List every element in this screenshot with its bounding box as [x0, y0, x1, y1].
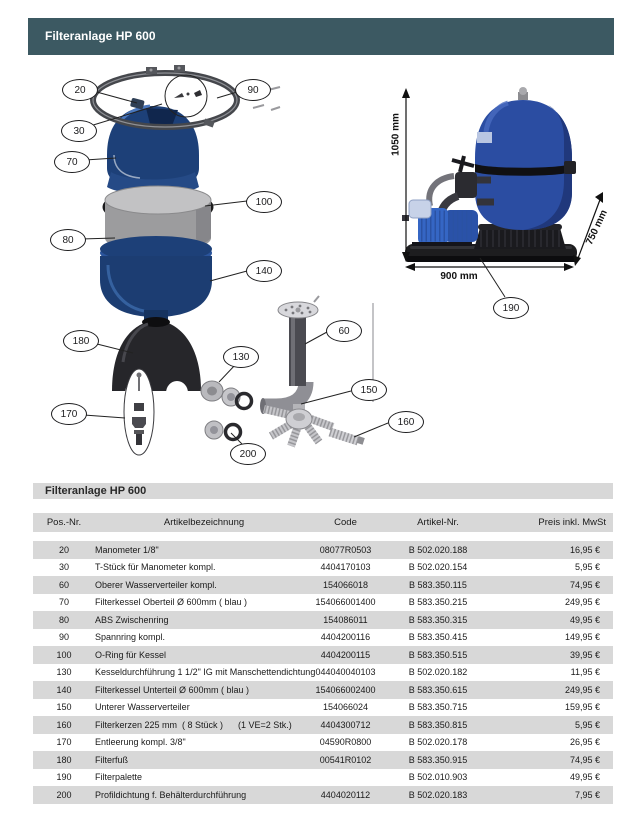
cell-pos: 140 — [56, 684, 72, 695]
cell-pos: 90 — [58, 632, 69, 643]
table-row — [33, 769, 613, 787]
cell-code: 154066024 — [322, 702, 369, 713]
column-header-pos: Pos.-Nr. — [46, 517, 82, 528]
cell-pos: 150 — [56, 702, 72, 713]
callout-190: 190 — [493, 297, 529, 319]
cell-price: 7,95 € — [574, 789, 600, 800]
cell-code: 154066002400 — [315, 684, 376, 695]
cell-pos: 20 — [58, 544, 69, 555]
callout-90: 90 — [235, 79, 271, 101]
table-row — [33, 629, 613, 647]
cell-name: Filterkessel Unterteil Ø 600mm ( blau ) — [95, 684, 250, 695]
cell-pos: 130 — [56, 667, 72, 678]
exploded-diagram-canvas — [28, 60, 615, 482]
cell-code: 4404300712 — [320, 719, 371, 730]
table-row — [33, 734, 613, 752]
column-header-code: Code — [334, 517, 357, 528]
cell-price: 11,95 € — [570, 667, 600, 678]
cell-price: 249,95 € — [564, 684, 600, 695]
cell-name: T-Stück für Manometer kompl. — [95, 562, 216, 573]
cell-code: 04590R0800 — [319, 737, 372, 748]
table-row — [33, 681, 613, 699]
cell-artikel: B 502.010.903 — [408, 772, 468, 783]
callout-140: 140 — [246, 260, 282, 282]
table-row — [33, 611, 613, 629]
cell-code: 154066018 — [322, 579, 369, 590]
cell-artikel: B 583.350.915 — [408, 754, 468, 765]
table-row — [33, 786, 613, 804]
cell-price: 149,95 € — [564, 632, 600, 643]
cell-pos: 180 — [56, 754, 72, 765]
cell-artikel: B 583.350.815 — [408, 719, 468, 730]
callout-20: 20 — [62, 79, 98, 101]
cell-name: Kesseldurchführung 1 1/2" IG mit Manschettendichtung — [95, 667, 316, 678]
filter-vessel-bottom-illustration — [100, 236, 212, 323]
parts-table-body — [33, 541, 613, 804]
cell-name: Filterfuß — [95, 754, 129, 765]
dimension-label-depth: 750 mm — [584, 208, 610, 247]
cell-name: Filterpalette — [95, 772, 143, 783]
callout-80: 80 — [50, 229, 86, 251]
cell-code: 044040040103 — [315, 667, 376, 678]
dimension-arrow-width — [405, 263, 574, 271]
cell-name: Spannring kompl. — [95, 632, 166, 643]
callout-150: 150 — [351, 379, 387, 401]
cell-price: 39,95 € — [569, 649, 600, 660]
callout-30: 30 — [61, 120, 97, 142]
cell-artikel: B 502.020.154 — [408, 562, 468, 573]
cell-code: 08077R0503 — [319, 544, 372, 555]
cell-price: 49,95 € — [569, 772, 600, 783]
cell-pos: 170 — [56, 737, 72, 748]
cell-price: 159,95 € — [564, 702, 600, 713]
table-row — [33, 699, 613, 717]
cell-price: 26,95 € — [569, 737, 600, 748]
callout-100: 100 — [246, 191, 282, 213]
cell-name: ABS Zwischenring — [95, 614, 169, 625]
cell-price: 249,95 € — [564, 597, 600, 608]
bulkhead-fitting-illustration — [201, 381, 252, 409]
cell-pos: 100 — [56, 649, 72, 660]
cell-pos: 60 — [58, 579, 69, 590]
table-row — [33, 646, 613, 664]
table-row — [33, 576, 613, 594]
table-row — [33, 751, 613, 769]
cell-pos: 70 — [58, 597, 69, 608]
cell-price: 74,95 € — [569, 754, 600, 765]
cell-artikel: B 502.020.183 — [408, 789, 468, 800]
cell-artikel: B 502.020.178 — [408, 737, 468, 748]
filter-candle-illustration — [330, 432, 365, 445]
page-header — [28, 18, 614, 55]
cell-artikel: B 583.350.715 — [408, 702, 468, 713]
callout-200: 200 — [230, 443, 266, 465]
page-title: Filteranlage HP 600 — [45, 29, 156, 43]
table-row — [33, 664, 613, 682]
cell-code: 154066001400 — [315, 597, 376, 608]
cell-name: Entleerung kompl. 3/8" — [95, 737, 186, 748]
cell-artikel: B 502.020.188 — [408, 544, 468, 555]
table-row — [33, 716, 613, 734]
column-header-price: Preis inkl. MwSt — [538, 517, 606, 528]
callout-70: 70 — [54, 151, 90, 173]
cell-name: Oberer Wasserverteiler kompl. — [95, 579, 217, 590]
callout-60: 60 — [326, 320, 362, 342]
product-photo — [402, 87, 577, 262]
cell-code: 154086011 — [323, 614, 368, 625]
dimension-label-width: 900 mm — [440, 271, 478, 282]
cell-artikel: B 583.350.115 — [409, 579, 467, 590]
callout-180: 180 — [63, 330, 99, 352]
cell-price: 49,95 € — [569, 614, 600, 625]
cell-name: Filterkessel Oberteil Ø 600mm ( blau ) — [95, 597, 248, 608]
parts-table — [33, 483, 613, 804]
cell-price: 5,95 € — [574, 562, 600, 573]
lower-distributor-illustration — [264, 404, 333, 446]
cell-artikel: B 583.350.415 — [408, 632, 468, 643]
callout-160: 160 — [388, 411, 424, 433]
cell-pos: 160 — [56, 719, 72, 730]
callout-130: 130 — [223, 346, 259, 368]
cell-code: 4404200115 — [320, 649, 371, 660]
cell-artikel: B 583.350.515 — [408, 649, 468, 660]
table-row — [33, 541, 613, 559]
column-header-name: Artikelbezeichnung — [163, 517, 245, 528]
cell-pos: 30 — [58, 562, 69, 573]
dimension-arrow-height — [402, 88, 410, 262]
cell-code: 4404020112 — [320, 789, 371, 800]
cell-name: Unterer Wasserverteiler — [95, 702, 190, 713]
parts-table-header — [33, 513, 613, 532]
cell-code: 4404170103 — [320, 562, 371, 573]
cell-name: O-Ring für Kessel — [95, 649, 167, 660]
cell-price: 5,95 € — [574, 719, 600, 730]
drain-parts-illustration — [124, 369, 154, 455]
table-row — [33, 594, 613, 612]
cell-pos: 200 — [56, 789, 72, 800]
cell-artikel: B 502.020.182 — [408, 667, 468, 678]
parts-table-title: Filteranlage HP 600 — [33, 483, 613, 499]
cell-price: 74,95 € — [569, 579, 600, 590]
cell-pos: 80 — [58, 614, 69, 625]
cell-name: Profildichtung f. Behälterdurchführung — [95, 789, 247, 800]
column-header-artikel: Artikel-Nr. — [417, 517, 459, 528]
cell-price: 16,95 € — [569, 544, 600, 555]
dimension-label-height: 1050 mm — [390, 113, 402, 156]
cell-artikel: B 583.350.315 — [408, 614, 468, 625]
cell-code: 00541R0102 — [319, 754, 372, 765]
callout-170: 170 — [51, 403, 87, 425]
cell-artikel: B 583.350.615 — [408, 684, 468, 695]
cell-name: Manometer 1/8" — [95, 544, 159, 555]
cell-artikel: B 583.350.215 — [408, 597, 468, 608]
diagram-section — [28, 60, 615, 482]
cell-pos: 190 — [56, 772, 72, 783]
cell-name: Filterkerzen 225 mm ( 8 Stück ) (1 VE=2 Stk.) — [95, 719, 292, 730]
table-row — [33, 559, 613, 577]
cell-code: 4404200116 — [320, 632, 371, 643]
